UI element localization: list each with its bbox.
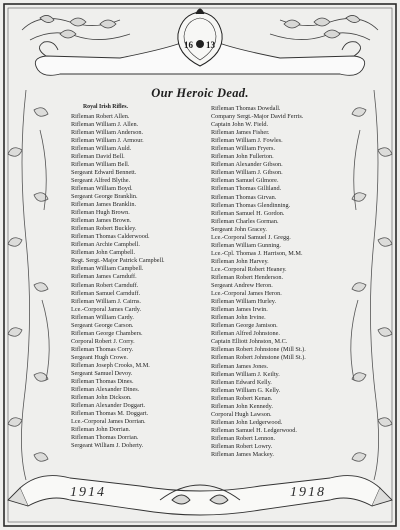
names-list-right [211, 105, 361, 459]
name-entry: Rifleman William G. Kelly. [211, 386, 281, 394]
name-entry: Rifleman Charles Gorman. [211, 217, 279, 225]
names-column-left [71, 103, 221, 451]
name-entry: Rifleman William J. Cairns. [71, 297, 141, 305]
badge-number-left: 16 [184, 40, 193, 50]
name-entry: Rifleman Robert Carnduff. [71, 281, 139, 289]
name-entry: Rifleman Robert Kenan. [211, 394, 273, 402]
bottom-banner [8, 476, 392, 515]
name-entry: Rifleman John Ledgerwood. [211, 418, 283, 426]
name-entry: Rifleman Robert Lowry. [211, 442, 273, 450]
name-entry: Rifleman Samuel Carnduff. [71, 289, 141, 297]
name-entry: Captain John W. Field. [211, 121, 269, 129]
name-entry: Rifleman William Auld. [71, 144, 132, 152]
name-entry: Rifleman William Bell. [71, 160, 130, 168]
name-entry: Rifleman Thomas Gilliland. [211, 185, 282, 193]
name-entry: Rifleman William Anderson. [71, 128, 144, 136]
name-entry: Rifleman William Gunning. [211, 241, 281, 249]
name-entry: Rifleman James Fisher. [211, 129, 270, 137]
name-entry: Rifleman John Kennedy. [211, 402, 273, 410]
name-entry: Sergeant Andrew Heron. [211, 282, 273, 290]
name-entry: Rifleman Robert Johnstone (Mill St.). [211, 354, 306, 362]
name-entry: Rifleman James Branklin. [71, 201, 137, 209]
name-entry: Company Sergt.-Major David Ferris. [211, 113, 304, 121]
name-entry: Rifleman Thomas Calderwood. [71, 233, 150, 241]
name-entry: Rifleman Robert Buckley. [71, 225, 137, 233]
name-entry: Rifleman John Fullerton. [211, 153, 274, 161]
year-start: 1914 [70, 485, 106, 500]
foliage-top-right [270, 15, 378, 40]
name-entry: Rifleman William Fryers. [211, 145, 276, 153]
name-entry: Rifleman Samuel H. Ledgerwood. [211, 426, 297, 434]
foliage-top-left [22, 15, 130, 40]
name-entry: Rifleman Samuel H. Gordon. [211, 209, 285, 217]
name-entry: Rifleman George Jamison. [211, 322, 278, 330]
name-entry: Rifleman Robert Allen. [71, 112, 130, 120]
name-entry: Rifleman Thomas M. Doggart. [71, 410, 149, 418]
name-entry: Rifleman Robert Henderson. [211, 273, 284, 281]
name-entry: Rifleman William Boyd. [71, 184, 133, 192]
name-entry: Rifleman Thomas Corry. [71, 345, 134, 353]
name-entry: Rifleman Archie Campbell. [71, 241, 140, 249]
name-entry: Lce.-Corporal James Cardy. [71, 305, 142, 313]
name-entry: Rifleman Robert Lennon. [211, 434, 276, 442]
name-entry: Rifleman William J. Gibson. [211, 169, 283, 177]
page-title: Our Heroic Dead. [151, 86, 249, 100]
name-entry: Rifleman John Dickson. [71, 394, 132, 402]
name-entry: Lce.-Corporal James Heron. [211, 290, 282, 298]
name-entry: Rifleman William J. Keilty. [211, 370, 280, 378]
name-entry: Sergeant Edward Bennett. [71, 168, 137, 176]
name-entry: Sergeant George Branklin. [71, 193, 138, 201]
name-entry: Rifleman Samuel Gilmore. [211, 177, 279, 185]
name-entry: Rifleman James Carnduff. [71, 273, 137, 281]
regiment-heading: Royal Irish Rifles. [83, 104, 128, 110]
name-entry: Rifleman James Brown. [71, 217, 132, 225]
name-entry: Rifleman William J. Allen. [71, 120, 139, 128]
name-entry: Rifleman Robert Johnstone (Mill St.). [211, 346, 306, 354]
name-entry: Sergeant Hugh Crowe. [71, 353, 128, 361]
names-list-left [71, 113, 221, 451]
name-entry: Rifleman John Campbell. [71, 249, 136, 257]
name-entry: Rifleman Thomas Dowdall. [211, 105, 281, 112]
name-entry: Rifleman William Hurley. [211, 298, 277, 306]
name-entry: Sergeant William J. Doherty. [71, 442, 144, 450]
name-entry: Rifleman John Irvine. [211, 314, 266, 322]
name-entry: Rifleman Alexander Gibson. [211, 161, 283, 169]
name-entry: Sergeant Alfred Blythe. [71, 176, 131, 184]
name-entry: Rifleman James Jones. [211, 362, 269, 370]
name-entry: Rifleman James Irwin. [211, 306, 268, 314]
name-entry: Rifleman Joseph Crooks, M.M. [71, 362, 150, 369]
name-entry: Rifleman George Chambers. [71, 329, 143, 337]
name-entry: Corporal Robert J. Corry. [71, 337, 135, 345]
name-entry: Sergeant George Carson. [71, 321, 134, 329]
name-entry: Rifleman Thomas Dorrian. [71, 434, 139, 442]
name-entry: Rifleman Thomas Girvan. [211, 193, 277, 201]
name-entry: Lce.-Corporal Robert Heaney. [211, 265, 287, 273]
name-entry: Lce.-Corporal James Dorrian. [71, 418, 146, 426]
name-entry: Rifleman David Bell. [71, 152, 125, 160]
name-entry: Lce.-Corporal Samuel J. Gregg. [211, 233, 291, 241]
name-entry: Rifleman Thomas Dines. [71, 378, 134, 386]
name-entry: Rifleman William Cardy. [71, 313, 134, 321]
name-entry: Rifleman William J. Fowles. [211, 137, 283, 145]
year-end: 1918 [290, 485, 326, 500]
name-entry: Rifleman James Mackey. [211, 451, 274, 459]
name-entry: Corporal Hugh Lawson. [211, 410, 272, 418]
name-entry: Rifleman John Harvey. [211, 257, 269, 265]
name-entry: Sergeant Samuel Devoy. [71, 370, 133, 378]
vine-left [8, 90, 49, 480]
name-entry: Rifleman Thomas Glendinning. [211, 201, 291, 209]
name-entry: Rifleman Alexander Doggart. [71, 402, 146, 410]
badge-number-right: 13 [206, 40, 215, 50]
name-entry: Rifleman William Campbell. [71, 265, 144, 273]
name-entry: Captain Elliott Johnston, M.C. [211, 338, 288, 346]
name-entry: Sergeant John Gracey. [211, 225, 267, 233]
name-entry: Rifleman John Dorrian. [71, 426, 131, 434]
name-entry: Rifleman Edward Kelly. [211, 378, 272, 386]
name-entry: Rifleman Alfred Johnstone. [211, 330, 280, 338]
name-entry: Lce.-Cpl. Thomas J. Harrison, M.M. [211, 249, 303, 257]
name-entry: Rifleman William J. Armour. [71, 136, 144, 144]
name-entry: Rifleman Alexander Dines. [71, 386, 140, 394]
name-entry: Regt. Sergt.-Major Patrick Campbell. [71, 257, 165, 265]
name-entry: Rifleman Hugh Brown. [71, 209, 130, 217]
names-column-right [211, 105, 361, 459]
